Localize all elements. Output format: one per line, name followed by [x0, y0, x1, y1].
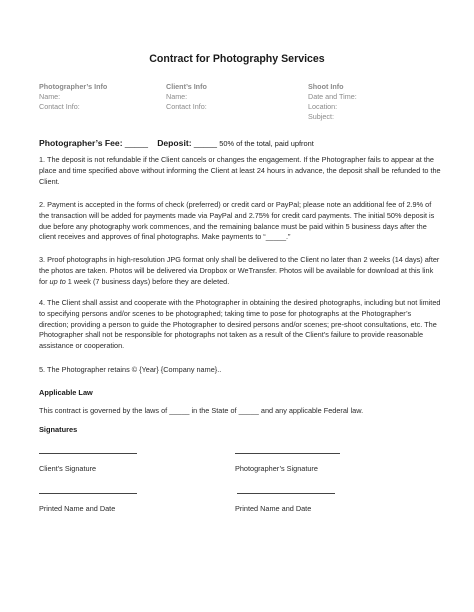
- clause-3-end: 1 week (7 business days) before they are deleted.: [65, 276, 230, 286]
- clause-3-start: 3. Proof photographs in high-resolution JPG format only shall be delivered to the Client no later than 2 weeks (14 days) after the photos are taken. Photos will be delivered via Dropbox or WeTransfer. Photos will be available for download at this link for: [39, 255, 440, 286]
- photographer-contact-label: Contact Info:: [39, 102, 80, 111]
- client-printed-name-line: [39, 493, 137, 494]
- photographer-signature-line: [235, 453, 340, 454]
- photographer-printed-name-line: [237, 493, 335, 494]
- shoot-location-label: Location:: [308, 102, 338, 111]
- clause-3: [39, 255, 441, 287]
- fee-blank: _____: [124, 138, 148, 148]
- photographer-info-header: Photographer’s Info: [39, 82, 108, 91]
- photographer-signature-label: Photographer’s Signature: [235, 464, 318, 473]
- deposit-note: 50% of the total, paid upfront: [219, 139, 314, 148]
- deposit-label: Deposit:: [157, 138, 192, 148]
- signatures-header: Signatures: [39, 425, 78, 434]
- client-signature-line: [39, 453, 137, 454]
- fee-label: Photographer’s Fee:: [39, 138, 123, 148]
- photographer-printed-name-label: Printed Name and Date: [235, 504, 312, 513]
- shoot-info-header: Shoot Info: [308, 82, 344, 91]
- document-title: Contract for Photography Services: [149, 53, 325, 65]
- shoot-date-label: Date and Time:: [308, 92, 357, 101]
- shoot-info: [308, 82, 357, 122]
- client-info: [166, 82, 207, 112]
- client-name-label: Name:: [166, 92, 188, 101]
- client-printed-name-label: Printed Name and Date: [39, 504, 116, 513]
- clause-4: 4. The Client shall assist and cooperate with the Photographer in obtaining the desired photographs, including but not limited to specifying persons and/or scenes to be photographed; taking time to pose for photographs at the Photographer’s direction; providing a person to guide the Photographer to desired persons and/or scenes; pre-shoot consultations, etc. The Photographer shall not be responsible for photographs not taken as a result of the Client’s failure to provide reasonable assistance or cooperation.: [39, 298, 441, 351]
- clause-5: 5. The Photographer retains © {Year} {Company name}..: [39, 365, 222, 374]
- client-info-header: Client’s Info: [166, 82, 207, 91]
- applicable-law-header: Applicable Law: [39, 388, 93, 397]
- shoot-subject-label: Subject:: [308, 112, 334, 121]
- fee-line: [39, 138, 314, 148]
- clause-3-italic: up to: [49, 276, 66, 286]
- photographer-name-label: Name:: [39, 92, 61, 101]
- client-signature-label: Client’s Signature: [39, 464, 97, 473]
- deposit-blank: _____: [193, 138, 217, 148]
- client-contact-label: Contact Info:: [166, 102, 207, 111]
- photographer-info: [39, 82, 107, 112]
- clause-2: 2. Payment is accepted in the forms of check (preferred) or credit card or PayPal; please note an additional fee of 2.9% of the transaction will be added for payments made via PayPal and 2.75% for credit card payments. The initial 50% deposit is due before any photography work commences, and the remaining balance must be paid within 5 business days after the client receives and approves of final photographs. Make payments to “_____.”: [39, 200, 435, 242]
- applicable-law-text: This contract is governed by the laws of _____ in the State of _____ and any applicable Federal law.: [39, 406, 364, 415]
- clause-1: 1. The deposit is not refundable if the Client cancels or changes the engagement. If the Photographer fails to appear at the place and time specified above without informing the Client at least 24 hours in advance, the deposit shall be refunded to the Client.: [39, 155, 441, 186]
